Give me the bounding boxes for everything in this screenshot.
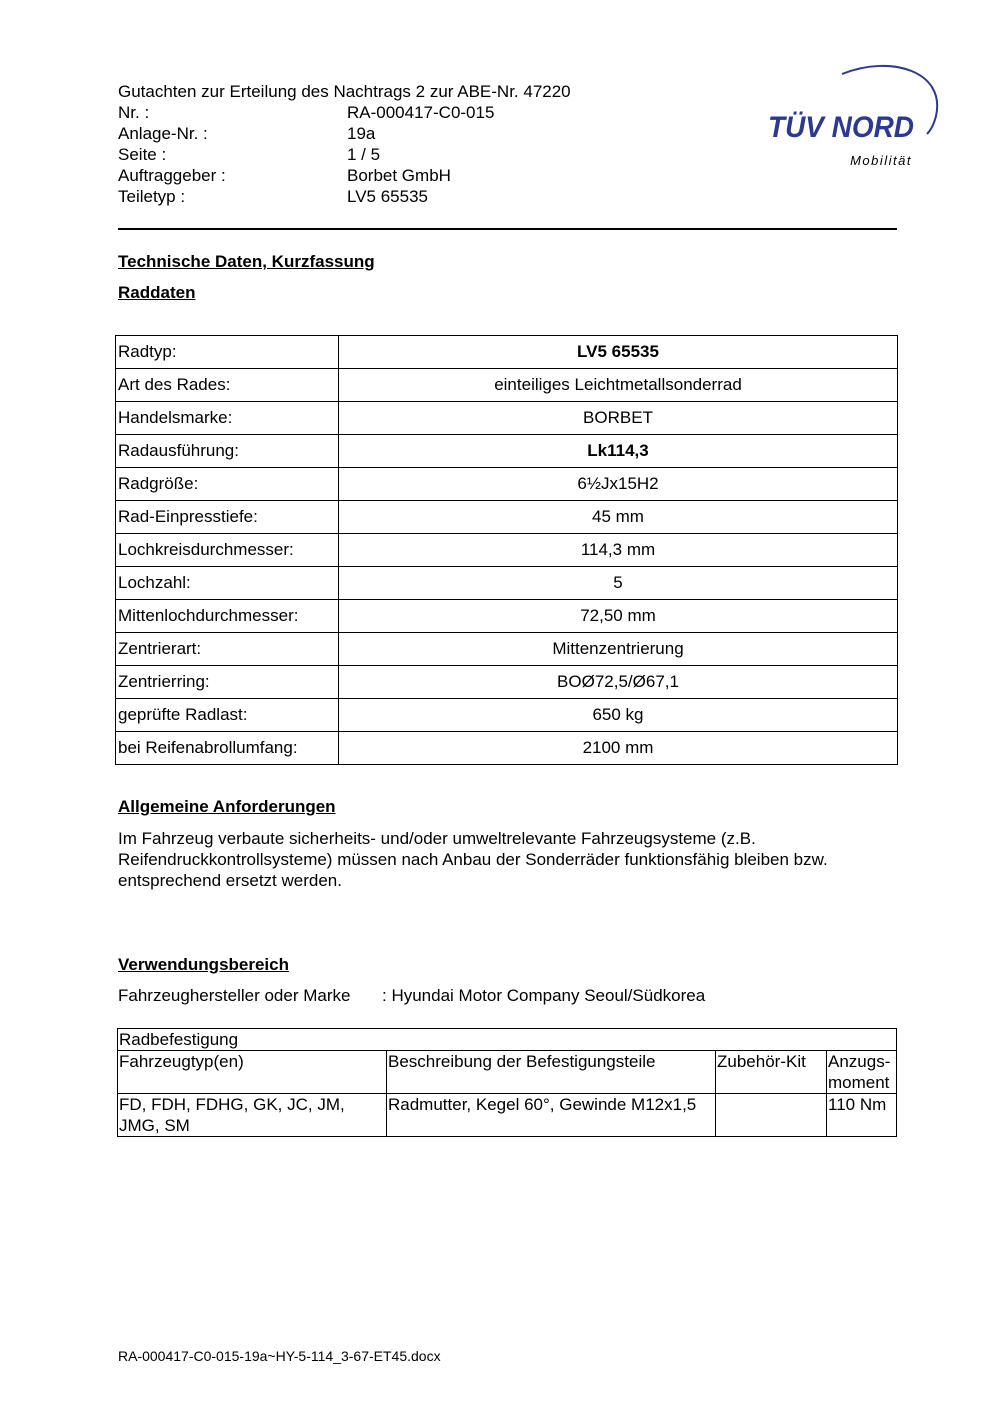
row-label: Radtyp: [116,336,339,369]
header-row-anlage [118,123,375,144]
table-caption-row [118,1029,897,1051]
row-label: geprüfte Radlast: [116,699,339,732]
wheel-mounting-table [117,1028,897,1137]
row-value: 45 mm [339,501,898,534]
table-row [116,699,898,732]
column-header: Fahrzeugtyp(en) [118,1051,387,1094]
header-row-nr [118,102,494,123]
table-cell: FD, FDH, FDHG, GK, JC, JM, JMG, SM [118,1094,387,1137]
header-label: Nr. : [118,103,150,122]
header-label: Anlage-Nr. : [118,124,208,143]
manufacturer-line [118,986,705,1006]
row-label: Zentrierring: [116,666,339,699]
row-value: 5 [339,567,898,600]
row-label: Art des Rades: [116,369,339,402]
header-value: 19a [347,124,376,143]
header-divider [118,228,897,230]
table-row [116,336,898,369]
document-filename-footer: RA-000417-C0-015-19a~HY-5-114_3-67-ET45.docx [118,1348,441,1364]
header-row-auftraggeber [118,165,451,186]
manufacturer-label: Fahrzeughersteller oder Marke [118,986,351,1005]
general-requirements-text: Im Fahrzeug verbaute sicherheits- und/oder umweltrelevante Fahrzeugsysteme (z.B. Reifendruckkontrollsysteme) müssen nach Anbau der Sonderräder funktionsfähig bleiben bzw. entsprechend ersetzt werden. [118,829,828,890]
header-label: Seite : [118,145,167,164]
row-value: LV5 65535 [339,336,898,369]
table-caption: Radbefestigung [118,1029,897,1051]
section-heading-technical-data: Technische Daten, Kurzfassung [118,252,375,271]
row-value: 650 kg [339,699,898,732]
table-cell [716,1094,827,1137]
table-cell: Radmutter, Kegel 60°, Gewinde M12x1,5 [387,1094,716,1137]
row-label: Handelsmarke: [116,402,339,435]
row-value: 2100 mm [339,732,898,765]
row-value: Mittenzentrierung [339,633,898,666]
row-value: einteiliges Leichtmetallsonderrad [339,369,898,402]
table-row [116,633,898,666]
row-label: Rad-Einpresstiefe: [116,501,339,534]
header-row-teiletyp [118,186,428,207]
row-label: Mittenlochdurchmesser: [116,600,339,633]
header-label: Auftraggeber : [118,166,226,185]
table-row [116,501,898,534]
row-label: Radgröße: [116,468,339,501]
table-row [116,732,898,765]
manufacturer-value: : Hyundai Motor Company Seoul/Südkorea [382,986,706,1005]
row-label: bei Reifenabrollumfang: [116,732,339,765]
header-value: RA-000417-C0-015 [347,103,495,122]
table-row [116,600,898,633]
row-value: 6½Jx15H2 [339,468,898,501]
table-row [116,435,898,468]
table-row [116,666,898,699]
section-heading-raddaten: Raddaten [118,283,196,302]
tuv-nord-logo [764,58,940,170]
header-value: Borbet GmbH [347,166,451,185]
wheel-data-table [115,335,898,765]
header-value: 1 / 5 [347,145,381,164]
header-value: LV5 65535 [347,187,428,206]
document-title: Gutachten zur Erteilung des Nachtrags 2 zur ABE-Nr. 47220 [118,82,571,101]
row-value: 114,3 mm [339,534,898,567]
row-label: Radausführung: [116,435,339,468]
row-label: Lochkreisdurchmesser: [116,534,339,567]
header-label: Teiletyp : [118,187,186,206]
column-header: Beschreibung der Befestigungsteile [387,1051,716,1094]
table-row [118,1094,897,1137]
table-row [116,567,898,600]
table-row [116,402,898,435]
table-row [116,468,898,501]
row-value: 72,50 mm [339,600,898,633]
table-row [116,369,898,402]
row-value: BOØ72,5/Ø67,1 [339,666,898,699]
table-row [116,534,898,567]
row-label: Lochzahl: [116,567,339,600]
column-header: Anzugs-moment [827,1051,897,1094]
table-header-row [118,1051,897,1094]
section-heading-usage: Verwendungsbereich [118,955,289,974]
column-header: Zubehör-Kit [716,1051,827,1094]
row-value: BORBET [339,402,898,435]
logo-wordmark: TÜV NORD [768,111,914,144]
row-value: Lk114,3 [339,435,898,468]
section-heading-general-requirements: Allgemeine Anforderungen [118,797,336,816]
logo-tagline: Mobilität [850,153,912,168]
header-row-seite [118,144,380,165]
row-label: Zentrierart: [116,633,339,666]
table-cell: 110 Nm [827,1094,897,1137]
